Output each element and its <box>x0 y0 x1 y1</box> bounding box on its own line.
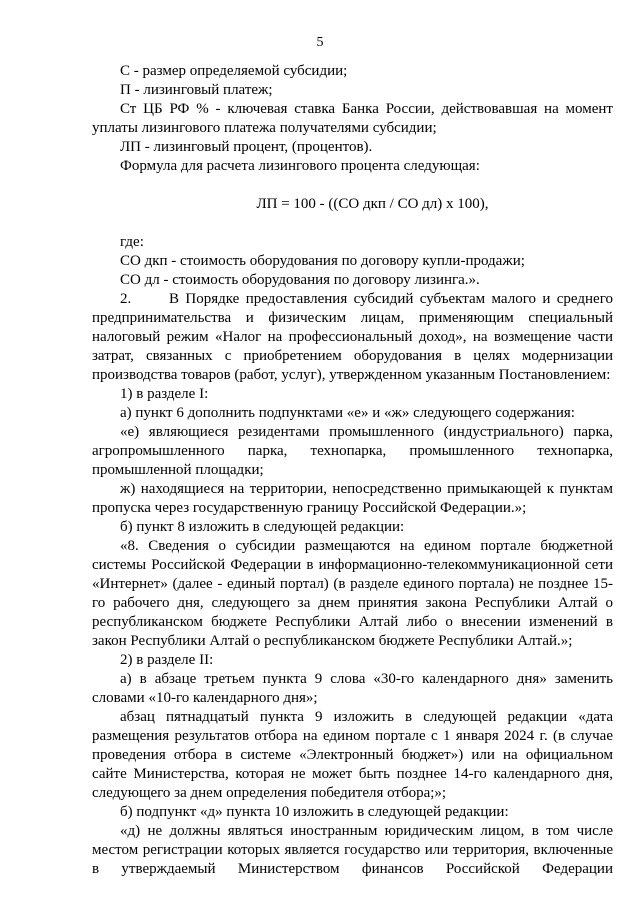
point-9-amendment: а) в абзаце третьем пункта 9 слова «30-го календарного дня» заменить словами «10-го календарного дня»; <box>92 671 613 706</box>
point-8-amendment: б) пункт 8 изложить в следующей редакции: <box>120 519 405 535</box>
point-10-amendment: б) подпункт «д» пункта 10 изложить в следующей редакции: <box>120 804 509 820</box>
subpoint-zh: ж) находящиеся на территории, непосредственно примыкающей к пунктам пропуска через государственную границу Российской Федерации.»; <box>92 481 613 516</box>
definition-payment: П - лизинговый платеж; <box>120 82 273 98</box>
section-1-heading: 1) в разделе I: <box>120 386 209 402</box>
document-body <box>92 62 613 879</box>
subpoint-d-text: «д) не должны являться иностранным юридическим лицом, в том числе местом регистрации которых является государство или территория, включенные в утверждаемый Министерством финансов Российской Федерации <box>92 823 613 877</box>
definition-key-rate: Ст ЦБ РФ % - ключевая ставка Банка России, действовавшая на момент уплаты лизингового платежа получателями субсидии; <box>92 101 613 136</box>
definition-cost-leasing: СО дл - стоимость оборудования по договору лизинга.». <box>120 272 480 288</box>
definition-cost-purchase: СО дкп - стоимость оборудования по договору купли-продажи; <box>120 253 525 269</box>
definition-leasing-percent: ЛП - лизинговый процент, (процентов). <box>120 139 373 155</box>
item-2-first-text: В Порядке предоставления субсидий субъектам малого и среднего <box>169 291 613 307</box>
point-6-amendment: а) пункт 6 дополнить подпунктами «е» и «ж» следующего содержания: <box>120 405 575 421</box>
section-2-heading: 2) в разделе II: <box>120 652 214 668</box>
point-9-paragraph-15: абзац пятнадцатый пункта 9 изложить в следующей редакции «дата размещения результатов отбора на едином портале с 1 января 2024 г. (в случае проведения отбора в системе «Электронный бюджет») или на официальном сайте Министерства, которая не может быть позднее 14-го календарного дня, следующего за днем определения победителя отбора;»; <box>92 709 613 801</box>
subpoint-e: «е) являющиеся резидентами промышленного (индустриального) парка, агропромышленного парка, технопарка, промышленного технопарка, промышленной площадки; <box>92 424 613 478</box>
definition-subsidy: С - размер определяемой субсидии; <box>120 63 348 79</box>
item-2-number: 2. <box>120 291 132 307</box>
formula: ЛП = 100 - ((СО дкп / СО дл) х 100), <box>256 196 489 212</box>
where-label: где: <box>120 234 144 250</box>
point-8-text: «8. Сведения о субсидии размещаются на едином портале бюджетной системы Российской Федерации в информационно-телекоммуникационной сети «Интернет» (далее - единый портал) (в разделе единого портала) не позднее 15-го рабочего дня, следующего за днем принятия закона Республики Алтай о республиканском бюджете Республики Алтай либо о внесении изменений в закон Республики Алтай о республиканском бюджете Республики Алтай.»; <box>92 538 613 649</box>
formula-intro: Формула для расчета лизингового процента следующая: <box>120 158 480 174</box>
item-2-continuation: предпринимательства и физическим лицам, применяющим специальный налоговый режим «Налог на профессиональный доход», на возмещение части затрат, связанных с приобретением оборудования в целях модернизации производства товаров (работ, услуг), утвержденном указанным Постановлением: <box>92 310 613 383</box>
item-2-first-line <box>92 290 613 309</box>
page-number: 5 <box>316 35 324 50</box>
